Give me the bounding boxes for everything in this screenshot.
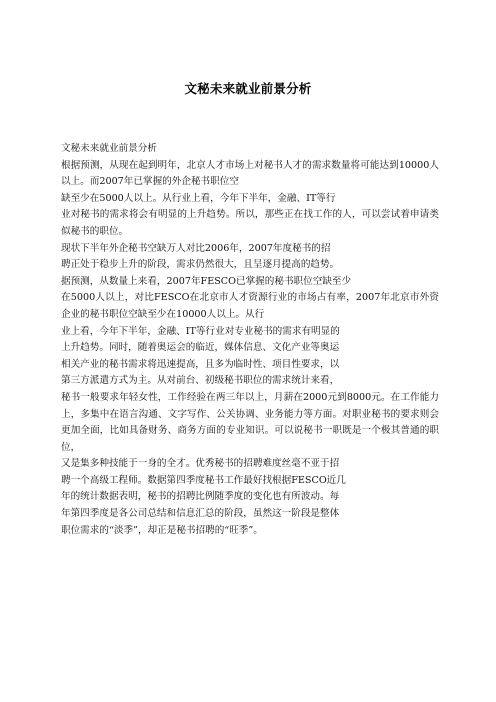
paragraph: 第三方派遣方式为主。从对前台、初级秘书职位的需求统计来看， — [61, 375, 340, 387]
paragraph: 聘一个高级工程师。数据第四季度秘书工作最好找根据FESCO近几 — [61, 474, 346, 486]
paragraph: 业上看，今年下半年，金融、IT等行业对专业秘书的需求有明显的 — [61, 325, 340, 337]
paragraph: 上升趋势。同时，随着奥运会的临近，媒体信息、文化产业等奥运 — [61, 342, 340, 354]
paragraph: 聘正处于稳步上升的阶段，需求仍然很大，且呈逐月提高的趋势。 — [61, 259, 340, 271]
paragraph: 相关产业的秘书需求将迅速提高，且多为临时性、项目性要求，以 — [61, 358, 340, 370]
document-title: 文秘未来就业前景分析 — [184, 81, 312, 96]
paragraph: 现状下半年外企秘书空缺万人对比2006年，2007年度秘书的招 — [61, 242, 331, 254]
paragraph: 秘书一般要求年轻女性，工作经验在两三年以上，月薪在2000元到8000元。在工作能力上，多集中在语言沟通、文字写作、公关协调、业务能力等方面。对职业秘书的要求则会更加全面，比如具备财务、商务方面的专业知识。可以说秘书一职既是一个极其普通的职位， — [61, 391, 439, 453]
paragraph: 文秘未来就业前景分析 — [61, 143, 157, 154]
paragraph: 又是集多种技能于一身的全才。优秀秘书的招聘难度丝毫不亚于招 — [61, 458, 340, 470]
paragraph: 业对秘书的需求将会有明显的上升趋势。所以，那些正在找工作的人，可以尝试着申请类似秘书的职位。 — [61, 209, 439, 237]
paragraph: 缺至少在5000人以上。从行业上看，今年下半年，金融、IT等行 — [61, 192, 336, 204]
paragraph: 年第四季度是各公司总结和信息汇总的阶段，虽然这一阶段是整体 — [61, 508, 340, 520]
paragraph: 根据预测，从现在起到明年，北京人才市场上对秘书人才的需求数量将可能达到10000人以上。而2007年已掌握的外企秘书职位空 — [61, 159, 439, 188]
paragraph: 据预测，从数量上来看，2007年FESCO已掌握的秘书职位空缺至少 — [61, 275, 352, 287]
paragraph: 职位需求的“淡季”，却正是秘书招聘的“旺季”。 — [61, 524, 263, 536]
document-body — [61, 141, 439, 539]
paragraph: 年的统计数据表明，秘书的招聘比例随季度的变化也有所波动。每 — [61, 491, 340, 503]
paragraph: 在5000人以上，对比FESCO在北京市人才资源行业的市场占有率，2007年北京市外资企业的秘书职位空缺至少在10000人以上。从行 — [61, 292, 439, 320]
